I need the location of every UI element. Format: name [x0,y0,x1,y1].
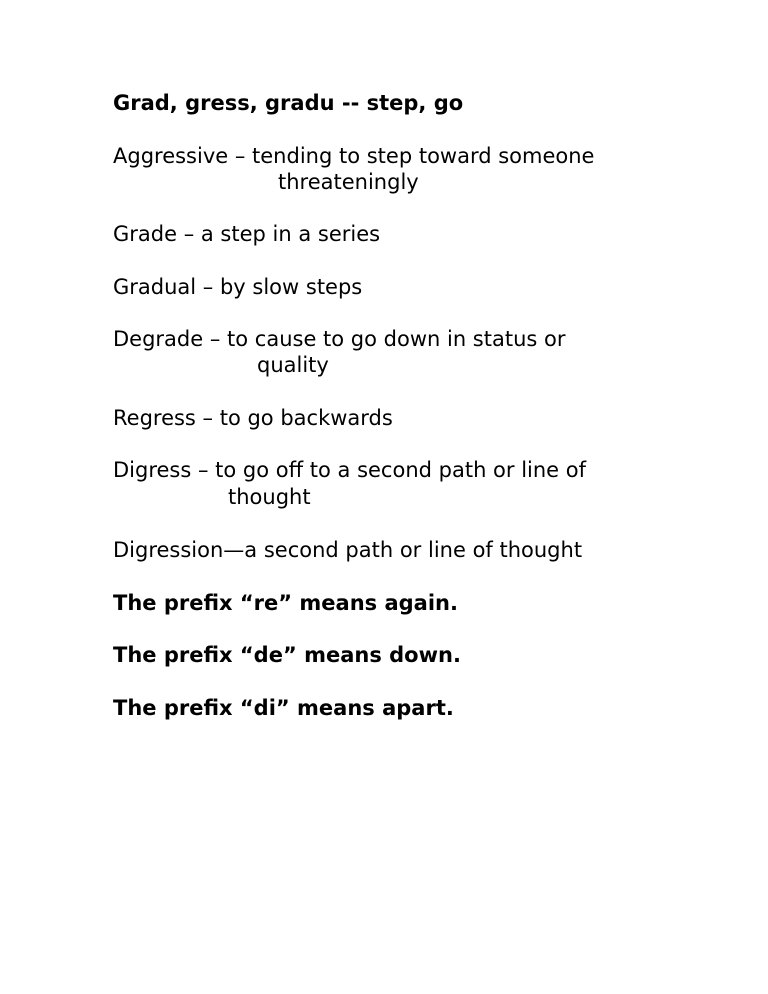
entry-degrade: Degrade – to cause to go down in status or [113,327,566,351]
prefix-note-de: The prefix “de” means down. [113,643,461,667]
entry-grade: Grade – a step in a series [113,222,381,246]
prefix-note-di: The prefix “di” means apart. [113,696,454,720]
entry-gradual: Gradual – by slow steps [113,275,363,299]
entry-aggressive: Aggressive – tending to step toward someone [113,144,595,168]
entry-digress: Digress – to go off to a second path or line of [113,458,587,482]
entry-digression: Digression—a second path or line of thought [113,538,583,562]
page-heading: Grad, gress, gradu -- step, go [113,91,464,115]
prefix-note-re: The prefix “re” means again. [113,591,458,615]
entry-regress: Regress – to go backwards [113,406,393,430]
entry-degrade-continued: quality [257,353,329,377]
entry-aggressive-continued: threateningly [278,170,419,194]
entry-digress-continued: thought [228,485,311,509]
